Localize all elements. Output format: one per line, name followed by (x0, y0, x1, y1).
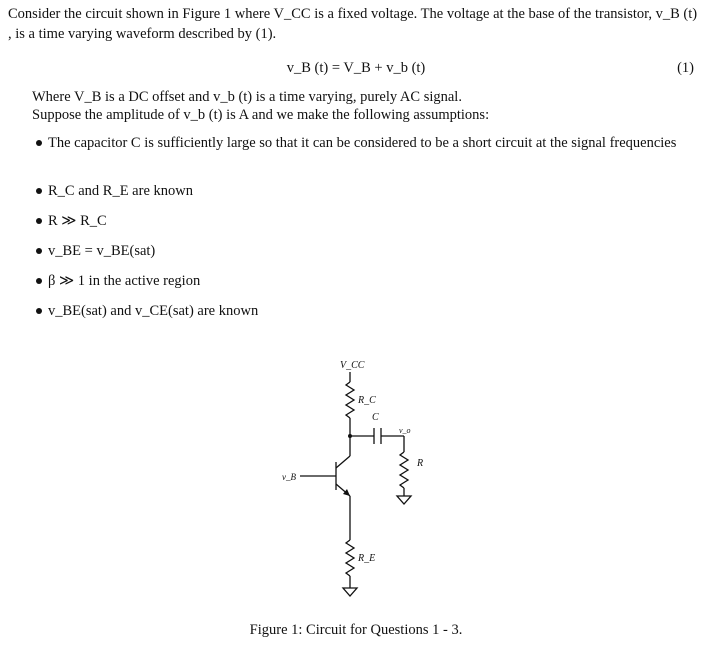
label-rc: R_C (358, 395, 376, 406)
rc-resistor (346, 382, 354, 418)
assumption-text: R_C and R_E are known (48, 183, 193, 199)
problem-intro: Consider the circuit shown in Figure 1 where V_CC is a fixed voltage. The voltage at the base of the transistor, v_B (t) , is a time varying waveform described by (1). (8, 6, 698, 42)
assumption-text: R ≫ R_C (48, 213, 107, 229)
r-resistor (400, 452, 408, 488)
label-vo: v_o (399, 426, 411, 435)
label-vb: v_B (282, 472, 296, 482)
assumption-text: v_BE(sat) and v_CE(sat) are known (48, 303, 259, 319)
assumption-text: v_BE = v_BE(sat) (48, 243, 156, 259)
label-re: R_E (358, 553, 376, 564)
equation-number: (1) (677, 60, 694, 76)
label-vcc: V_CC (340, 360, 365, 371)
suppose-line: Suppose the amplitude of v_b (t) is A and we make the following assumptions: (32, 107, 490, 123)
transistor-collector-lead (336, 456, 350, 468)
ground-icon (343, 588, 357, 596)
equation-text: v_B (t) = V_B + v_b (t) (286, 60, 426, 76)
assumption-text: The capacitor C is sufficiently large so that it can be considered to be a short circuit at the signal frequencies (48, 135, 677, 151)
where-line: Where V_B is a DC offset and v_b (t) is a time varying, purely AC signal. (32, 89, 462, 105)
ground-icon (397, 496, 411, 504)
junction-dot (348, 434, 352, 438)
label-r: R (417, 458, 424, 469)
re-resistor (346, 540, 354, 576)
figure-caption: Figure 1: Circuit for Questions 1 - 3. (249, 622, 463, 638)
assumption-text: β ≫ 1 in the active region (48, 273, 201, 289)
label-c: C (372, 412, 379, 423)
